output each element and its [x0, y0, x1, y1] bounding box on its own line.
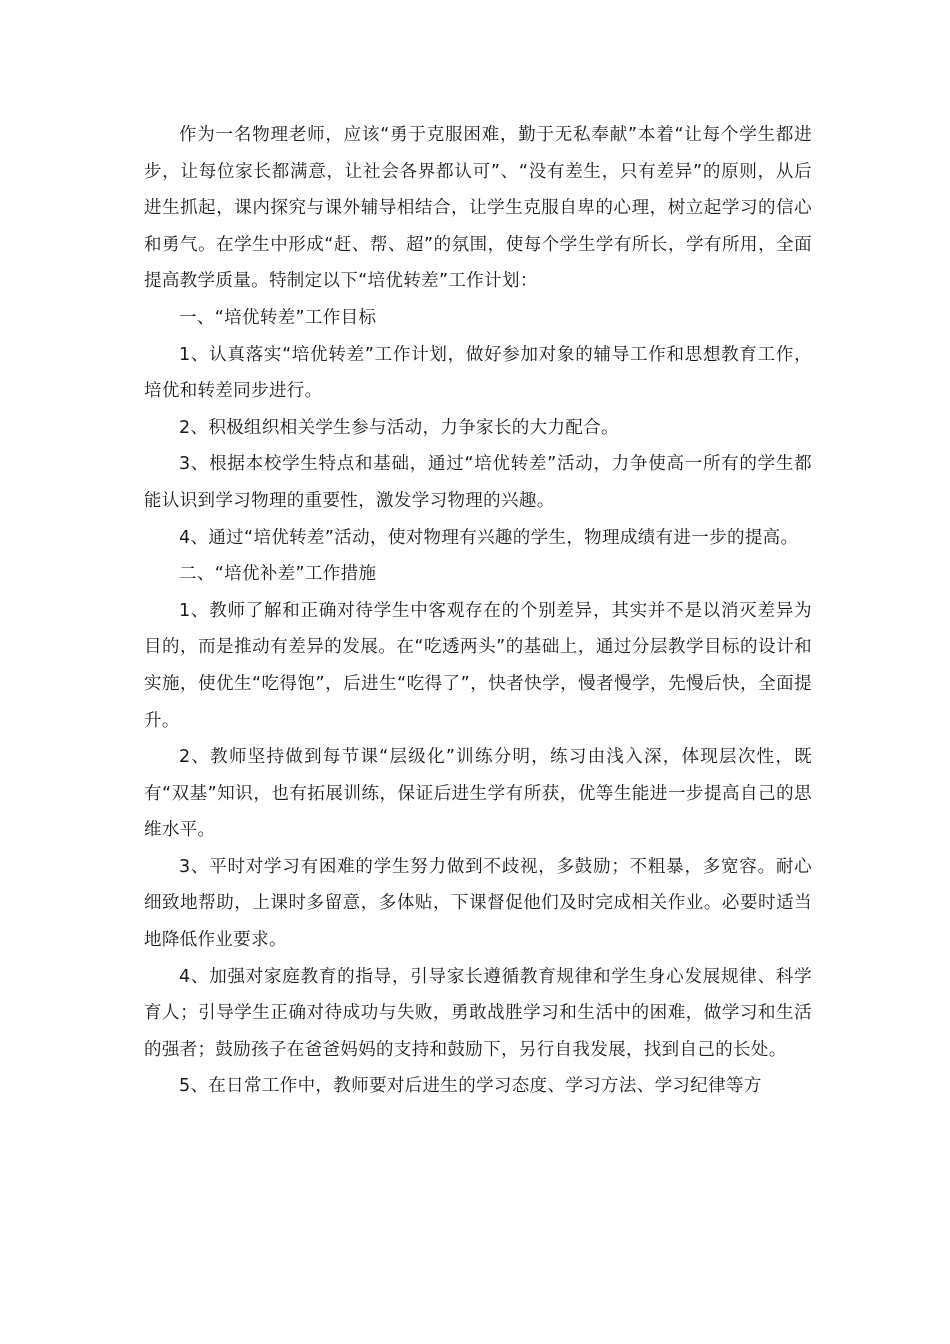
section-heading-measures: 二、“培优补差”工作措施 — [179, 564, 377, 585]
goal-item-3: 3、根据本校学生特点和基础，通过“培优转差”活动，力争使高一所有的学生都能认识到学习物理的重要性，激发学习物理的兴趣。 — [144, 454, 812, 511]
measure-item-5: 5、在日常工作中，教师要对后进生的学习态度、学习方法、学习纪律等方 — [179, 1076, 762, 1097]
goal-item-1: 1、认真落实“培优转差”工作计划，做好参加对象的辅导工作和思想教育工作，培优和转差同步进行。 — [144, 344, 812, 402]
intro-paragraph: 作为一名物理老师，应该“勇于克服困难，勤于无私奉献”本着“让每个学生都进步，让每位家长都满意，让社会各界都认可”、“没有差生，只有差异”的原则，从后进生抓起，课内探究与课外辅导相结合，让学生克服自卑的心理，树立起学习的信心和勇气。在学生中形成“赶、帮、超”的氛围，使每个学生学有所长，学有所用，全面提高教学质量。特制定以下“培优转差”工作计划： — [144, 125, 812, 292]
goal-item-4: 4、通过“培优转差”活动，使对物理有兴趣的学生，物理成绩有进一步的提高。 — [179, 527, 799, 548]
measure-item-2: 2、教师坚持做到每节课“层级化”训练分明，练习由浅入深，体现层次性，既有“双基”知识，也有拓展训练，保证后进生学有所获，优等生能进一步提高自己的思维水平。 — [144, 747, 812, 841]
measure-item-3: 3、平时对学习有困难的学生努力做到不歧视，多鼓励；不粗暴，多宽容。耐心细致地帮助，上课时多留意，多体贴，下课督促他们及时完成相关作业。必要时适当地降低作业要求。 — [144, 856, 812, 951]
document-body — [144, 117, 812, 1105]
section-heading-goals: 一、“培优转差”工作目标 — [179, 307, 377, 328]
goal-item-2: 2、积极组织相关学生参与活动，力争家长的大力配合。 — [179, 417, 619, 438]
measure-item-4: 4、加强对家庭教育的指导，引导家长遵循教育规律和学生身心发展规律、科学育人；引导学生正确对待成功与失败，勇敢战胜学习和生活中的困难，做学习和生活的强者；鼓励孩子在爸爸妈妈的支持和鼓励下，另行自我发展，找到自己的长处。 — [144, 966, 812, 1060]
measure-item-1: 1、教师了解和正确对待学生中客观存在的个别差异，其实并不是以消灭差异为目的，而是推动有差异的发展。在“吃透两头”的基础上，通过分层教学目标的设计和实施，使优生“吃得饱”，后进生“吃得了”，快者快学，慢者慢学，先慢后快，全面提升。 — [144, 600, 812, 731]
